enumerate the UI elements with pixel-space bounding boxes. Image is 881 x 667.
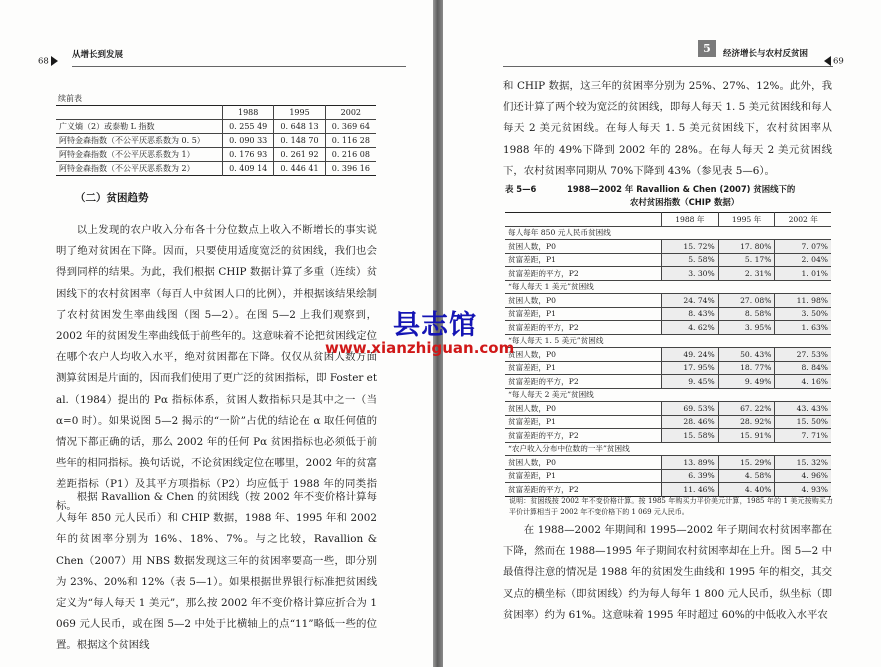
watermark-logo-text: 县志馆	[393, 310, 477, 341]
row-label: 贫富差距的平方，P2	[508, 484, 579, 494]
paragraph-ravallion-chen: 根据 Ravallion & Chen 的贫困线（按 2002 年不变价格计算每人每年 850 元人民币）和 CHIP 数据，1988 年、1995 年和 2002 年的贫困率分别为 16%、18%、7%。与之比较，Ravallion & Chen（2007）用 NBS 数据发现这三年的贫困率要高一些，即分别为 23%、20%和 12%（表 5—1）。如果根据世界银行标准把贫困线定义为“每人每天 1 美元”，那么按 2002 年不变价格计算应折合为 1 069 元人民币，或在图 5—2 中处于比横轴上的点“11”略低一些的位置。根据这个贫困线	[56, 491, 377, 652]
table-cell: 13. 89%	[662, 456, 719, 470]
table-cell: 2. 31%	[718, 267, 775, 281]
table-note: 说明：贫困线按 2002 年不变价格计算。按 1985 年购买力平价美元计算，1985 年的 1 美元按购买力平价计算相当于 2002 年不变价格下的 1 069 元人民币。	[509, 497, 833, 516]
row-label: 广义熵（2）或泰勒 L 指数	[59, 122, 155, 131]
table-cell: 0. 148 70	[274, 134, 325, 148]
table-row	[56, 120, 376, 134]
table-cell: 8. 43%	[662, 307, 719, 321]
table-cell: 5. 17%	[718, 253, 775, 267]
row-label: 阿特金森指数（不公平厌恶系数为 1）	[59, 150, 195, 159]
table-row	[505, 469, 831, 483]
group-label: “每人每天 1 美元”贫困线	[508, 282, 594, 292]
table-cell: 11. 46%	[662, 483, 719, 497]
group-label: “农户收入分布中位数的一半”贫困线	[508, 444, 630, 454]
table-cell: 28. 46%	[662, 415, 719, 429]
table-row	[505, 402, 831, 416]
table-row	[505, 253, 831, 267]
table-cell: 7. 71%	[775, 429, 831, 443]
table-title: 表 5—6 1988—2002 年 Ravallion & Chen (2007) 贫困线下的 农村贫困指数（CHIP 数据）	[505, 184, 796, 207]
page-arrow-icon	[824, 56, 831, 66]
table-cell: 0. 216 08	[325, 148, 376, 162]
right-running-head: 经济增长与农村反贫困	[723, 49, 809, 59]
row-label: 阿特金森指数（不公平厌恶系数为 2）	[59, 164, 195, 173]
table-cell: 9. 49%	[718, 375, 775, 389]
row-label: 贫富差距的平方，P2	[508, 322, 579, 332]
table-row	[505, 321, 831, 335]
left-head-rule	[72, 66, 406, 67]
inequality-index-table	[56, 105, 376, 176]
table-cell: 15. 50%	[775, 415, 831, 429]
table-cell: 17. 80%	[718, 240, 775, 254]
table-row	[505, 307, 831, 321]
table-cell: 0. 369 64	[325, 120, 376, 134]
table-cell: 67. 22%	[718, 402, 775, 416]
table-cell: 49. 24%	[662, 348, 719, 362]
table-cell: 69. 53%	[662, 402, 719, 416]
table-cell: 15. 32%	[775, 456, 831, 470]
table-cell: 17. 95%	[662, 361, 719, 375]
table-cell: 4. 40%	[718, 483, 775, 497]
table-row	[505, 267, 831, 281]
table-cell: 0. 255 49	[223, 120, 274, 134]
table-cell: 15. 72%	[662, 240, 719, 254]
table-cell: 18. 77%	[718, 361, 775, 375]
table-number: 表 5—6	[505, 184, 537, 194]
table-cell: 6. 39%	[662, 469, 719, 483]
row-label: 贫困人数，P0	[508, 241, 556, 251]
table-cell: 24. 74%	[662, 294, 719, 308]
table-cell: 9. 45%	[662, 375, 719, 389]
table-cell: 7. 07%	[775, 240, 831, 254]
row-label: 贫困人数，P0	[508, 349, 556, 359]
table-group-row	[505, 388, 831, 402]
table-cell: 43. 43%	[775, 402, 831, 416]
right-page	[443, 0, 881, 667]
table-cell: 15. 29%	[718, 456, 775, 470]
left-running-head: 从增长到发展	[72, 50, 124, 60]
table-row	[505, 456, 831, 470]
table-cell: 4. 93%	[775, 483, 831, 497]
table-cell: 3. 30%	[662, 267, 719, 281]
table-row	[505, 361, 831, 375]
table-row	[56, 148, 376, 162]
left-page-number: 68	[38, 56, 58, 67]
table-row	[505, 429, 831, 443]
table-group-row	[505, 280, 831, 294]
table-cell: 3. 95%	[718, 321, 775, 335]
table-cell: 27. 08%	[718, 294, 775, 308]
table-header-cell: 1995	[274, 106, 325, 120]
table-cell: 8. 58%	[718, 307, 775, 321]
row-label: 贫富差距，P1	[508, 309, 556, 319]
row-label: 贫富差距，P1	[508, 255, 556, 265]
table-cell: 3. 50%	[775, 307, 831, 321]
row-label: 贫困人数，P0	[508, 295, 556, 305]
table-cell: 50. 43%	[718, 348, 775, 362]
table-row	[505, 375, 831, 389]
table-header-cell: 2002	[325, 106, 376, 120]
table-header-cell: 1995 年	[718, 213, 775, 227]
table-cell: 8. 84%	[775, 361, 831, 375]
table-header-row	[56, 106, 376, 120]
table-cell: 28. 92%	[718, 415, 775, 429]
right-page-number: 69	[824, 56, 844, 67]
table-cell: 5. 58%	[662, 253, 719, 267]
table-header-row	[505, 213, 831, 227]
table-header-cell	[505, 213, 662, 227]
table-cell: 0. 261 92	[274, 148, 325, 162]
row-label: 贫富差距的平方，P2	[508, 268, 579, 278]
table-cell: 0. 090 33	[223, 134, 274, 148]
paragraph-poverty-trend: 以上发现的农户收入分布各十分位数点上收入不断增长的事实说明了绝对贫困在下降。因而，只要使用适度宽泛的贫困线，我们也会得到同样的结果。为此，我们根据 CHIP 数据计算了多重（连续）贫困线下的农村贫困率（每百人中贫困人口的比例），并根据该结果绘制了农村贫困发生率曲线图（图 5—2）。在图 5—2 上我们观察到，2002 年的贫困发生率曲线低于前些年的。这意味着不论把贫困线定位在哪个农户人均收入水平，绝对贫困都在下降。仅仅从贫困人数方面测算贫困是片面的，因而我们使用了更广泛的贫困指标，即 Foster et al.（1984）提出的 Pα 指标体系，贫困人数指标只是其中之一（当 α=0 时）。如果说图 5—2 揭示的“一阶”占优的结论在 α 取任何值的情况下都正确的话，那么 2002 年的任何 Pα 贫困指标也必须低于前些年的相同指标。换句话说，不论贫困线定位在哪里，2002 年的贫富差距指标（P1）及其平方项指标（P2）均应低于 1988 年的同类指标。	[56, 224, 377, 512]
table-header-cell: 2002 年	[775, 213, 831, 227]
table-cell: 4. 62%	[662, 321, 719, 335]
table-row	[56, 134, 376, 148]
table-cell: 4. 96%	[775, 469, 831, 483]
group-label: “每人每天 1. 5 美元”贫困线	[508, 336, 604, 346]
table-header-cell	[56, 106, 223, 120]
watermark-url: www.xianzhiguan.com	[325, 339, 515, 357]
table-cell: 11. 98%	[775, 294, 831, 308]
table-cell: 0. 176 93	[223, 148, 274, 162]
table-row	[505, 483, 831, 497]
row-label: 贫富差距的平方，P2	[508, 376, 579, 386]
table-cell: 0. 409 14	[223, 162, 274, 176]
table-cell: 4. 16%	[775, 375, 831, 389]
table-cell: 15. 91%	[718, 429, 775, 443]
table-cell: 15. 58%	[662, 429, 719, 443]
table-header-cell: 1988 年	[662, 213, 719, 227]
paragraph-crossing-curves: 在 1988—2002 年期间和 1995—2002 年子期间农村贫困率都在下降，然而在 1988—1995 年子期间农村贫困率却在上升。图 5—2 中最值得注意的情况是 1988 年的贫困发生曲线和 1995 年的相交，其交叉点的横坐标（即贫困线）约为每人每年 1 800 元人民币，纵坐标（即贫困率）约为 61%。这意味着 1995 年时超过 60%的中低收入水平农	[503, 524, 832, 621]
table-group-row	[505, 442, 831, 456]
group-label: “每人每天 2 美元”贫困线	[508, 390, 594, 400]
row-label: 阿特金森指数（不公平厌恶系数为 0. 5）	[59, 136, 205, 145]
left-page	[0, 0, 433, 667]
page-arrow-icon	[51, 56, 58, 66]
section-heading: （二）贫困趋势	[75, 192, 149, 204]
table-group-row	[505, 226, 831, 240]
table-row	[505, 415, 831, 429]
table-group-row	[505, 334, 831, 348]
table-continued-label: 续前表	[58, 94, 82, 103]
chapter-number-badge: 5	[698, 40, 716, 57]
row-label: 贫困人数，P0	[508, 403, 556, 413]
table-row	[505, 240, 831, 254]
table-cell: 27. 53%	[775, 348, 831, 362]
table-cell: 1. 01%	[775, 267, 831, 281]
row-label: 贫富差距，P1	[508, 363, 556, 373]
poverty-index-table	[505, 212, 831, 497]
table-cell: 1. 63%	[775, 321, 831, 335]
paragraph-continued: 和 CHIP 数据，这三年的贫困率分别为 25%、27%、12%。此外，我们还计算了两个较为宽泛的贫困线，即每人每天 1. 5 美元贫困线和每人每天 2 美元贫困线。在每人每天 1. 5 美元贫困线下，农村贫困率从 1988 年的 49%下降到 2002 年的 28%。在每人每天 2 美元贫困线下，农村贫困率同期从 70%下降到 43%（参见表 5—6）。	[503, 80, 832, 177]
row-label: 贫富差距，P1	[508, 471, 556, 481]
table-header-cell: 1988	[223, 106, 274, 120]
group-label: 每人每年 850 元人民币贫困线	[508, 228, 611, 238]
right-head-rule	[503, 66, 833, 67]
row-label: 贫富差距的平方，P2	[508, 430, 579, 440]
table-row	[505, 348, 831, 362]
table-cell: 4. 58%	[718, 469, 775, 483]
table-row	[56, 162, 376, 176]
table-cell: 2. 04%	[775, 253, 831, 267]
table-cell: 0. 116 28	[325, 134, 376, 148]
table-cell: 0. 396 16	[325, 162, 376, 176]
table-cell: 0. 648 13	[274, 120, 325, 134]
row-label: 贫富差距，P1	[508, 417, 556, 427]
table-cell: 0. 446 41	[274, 162, 325, 176]
table-row	[505, 294, 831, 308]
row-label: 贫困人数，P0	[508, 457, 556, 467]
